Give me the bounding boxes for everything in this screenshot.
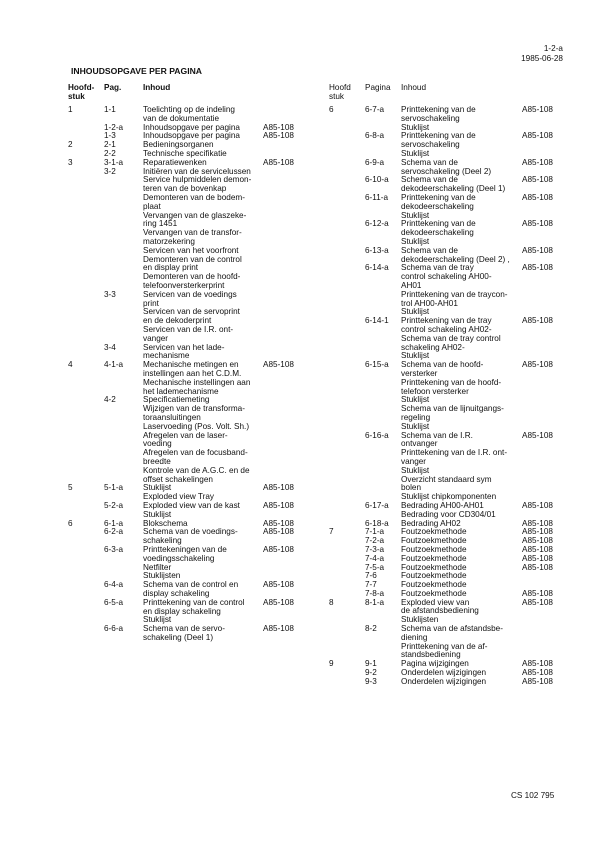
page-number: 7-6 <box>365 571 377 581</box>
chapter-number: 7 <box>329 527 334 537</box>
toc-row <box>68 361 298 396</box>
entry-text: Onderdelen wijzigingen <box>401 668 487 678</box>
entry-text: Inhoudsopgave per pagina <box>143 122 240 132</box>
entry-text: Printtekening van de servoschakeling Stuklijst <box>401 105 476 132</box>
entry-text: Bedrading AH02 <box>401 518 461 528</box>
entry-text: Inhoudsopgave per pagina <box>143 131 240 141</box>
entry-text: Printtekening van de dekodeerschakeling Stuklijst <box>401 219 476 246</box>
revision-code: A85-108 <box>522 668 553 678</box>
page-number: 6-18-a <box>365 518 389 528</box>
page-number: 6-14-1 <box>365 316 389 326</box>
toc-row <box>68 546 298 581</box>
toc-row <box>68 344 298 362</box>
page-reference: 1-2-a <box>543 44 563 53</box>
entry-text: Schema van de I.R. ontvanger Printtekening van de I.R. ont- vanger Stuklijst Overzicht standaard sym bolen Stuklijst chipkomponenten <box>401 430 508 502</box>
page-number: 7-4-a <box>365 553 385 563</box>
page-number: 3-1-a <box>104 157 124 167</box>
toc-row <box>329 159 569 177</box>
chapter-number: 1 <box>68 105 73 114</box>
entry-text: Exploded view van de afstandsbediening Stuklijsten <box>401 597 479 625</box>
entry-text: Onderdelen wijzigingen <box>401 676 487 686</box>
revision-code: A85-108 <box>522 157 553 167</box>
revision-code: A85-108 <box>522 219 553 229</box>
entry-text: Reparatiewenken <box>143 157 207 167</box>
toc-right-column <box>329 84 569 687</box>
entry-text: Printtekening van de control en display schakeling Stuklijst <box>143 597 245 625</box>
entry-text: Foutzoekmethode <box>401 544 467 554</box>
revision-code: A85-108 <box>263 131 294 141</box>
page-number: 3-2 <box>104 166 116 176</box>
toc-row <box>68 396 298 484</box>
page-number: 6-15-a <box>365 360 389 370</box>
entry-text: Servicen van het lade- mechanisme <box>143 342 225 361</box>
page-number: 6-9-a <box>365 157 385 167</box>
chapter-number: 6 <box>68 518 73 528</box>
revision-code: A85-108 <box>522 245 553 255</box>
entry-text: Technische specifikatie <box>143 148 227 158</box>
entry-text: Foutzoekmethode <box>401 527 467 537</box>
revision-code: A85-108 <box>263 597 294 607</box>
toc-header-row <box>68 84 298 102</box>
entry-text: Foutzoekmethode <box>401 580 467 590</box>
page-number: 3-3 <box>104 289 116 299</box>
page-number: 7-5-a <box>365 562 385 572</box>
page-header: Pag. <box>104 83 122 92</box>
toc-row <box>329 264 569 317</box>
page-number: 6-12-a <box>365 219 389 229</box>
page-number: 5-1-a <box>104 483 124 493</box>
entry-text: Printtekeningen van de voedingsschakeling Netfilter Stuklijsten <box>143 544 227 581</box>
entry-text: Schema van de dekodeerschakeling (Deel 2) , <box>401 245 510 264</box>
page-number: 6-4-a <box>104 580 124 590</box>
page-number: 6-6-a <box>104 624 124 634</box>
revision-code: A85-108 <box>263 527 294 537</box>
revision-code: A85-108 <box>522 527 553 537</box>
entry-text: Servicen van de voedings print Servicen van de servoprint en de dekoderprint Servicen van de I.R. ont- vanger <box>143 289 240 343</box>
entry-text: Pagina wijzigingen <box>401 659 469 669</box>
revision-code: A85-108 <box>263 122 294 132</box>
revision-code: A85-108 <box>522 192 553 202</box>
entry-text: Printtekening van de servoschakeling Stuklijst <box>401 131 476 158</box>
entry-text: Toelichting op de indeling van de dokumentatie <box>143 105 235 123</box>
page-number: 8-2 <box>365 624 377 634</box>
page-number: 7-2-a <box>365 536 385 546</box>
toc-row <box>329 599 569 625</box>
chapter-number: 5 <box>68 483 73 493</box>
page-number: 6-3-a <box>104 544 124 554</box>
entry-text: Foutzoekmethode <box>401 562 467 572</box>
entry-text: Exploded view van de kast Stuklijst <box>143 500 240 519</box>
page-number: 7-3-a <box>365 544 385 554</box>
entry-text: Schema van de afstandsbe- diening Printtekening van de af- standsbediening <box>401 624 503 660</box>
page-number: 6-11-a <box>365 192 389 202</box>
page-number: 2-2 <box>104 148 116 158</box>
revision-code: A85-108 <box>522 659 553 669</box>
entry-text: Printtekening van de dekodeerschakeling Stuklijst <box>401 192 476 220</box>
toc-row <box>68 625 298 643</box>
page-title: INHOUDSOPGAVE PER PAGINA <box>71 66 202 76</box>
toc-left-column <box>68 84 298 643</box>
entry-text: Foutzoekmethode <box>401 571 467 581</box>
page-number: 8-1-a <box>365 597 385 607</box>
toc-rows <box>68 106 298 643</box>
page-number: 6-7-a <box>365 105 385 114</box>
toc-row <box>68 484 298 502</box>
revision-code: A85-108 <box>263 580 294 590</box>
revision-code: A85-108 <box>522 316 553 326</box>
revision-code: A85-108 <box>522 175 553 185</box>
toc-row <box>329 132 569 158</box>
page-number: 3-4 <box>104 342 116 352</box>
entry-text: Schema van de servoschakeling (Deel 2) <box>401 157 492 176</box>
entry-text: Printtekening van de tray control schakeling AH02- Schema van de tray control schakeling AH02- Stuklijst <box>401 316 501 361</box>
page-number: 6-14-a <box>365 263 389 273</box>
revision-code: A85-108 <box>522 597 553 607</box>
entry-text: Schema van de voedings- schakeling <box>143 527 238 546</box>
revision-code: A85-108 <box>522 430 553 440</box>
entry-text: Schema van de dekodeerschakeling (Deel 1) <box>401 175 506 194</box>
content-header: Inhoud <box>401 83 427 92</box>
revision-code: A85-108 <box>522 131 553 141</box>
revision-code: A85-108 <box>522 360 553 370</box>
revision-code: A85-108 <box>522 500 553 510</box>
chapter-number: 3 <box>68 157 73 167</box>
page-number: 4-2 <box>104 395 116 405</box>
entry-text: Stuklijst Exploded view Tray <box>143 483 214 502</box>
page-number: 6-10-a <box>365 175 389 185</box>
revision-code: A85-108 <box>522 562 553 572</box>
document-date: 1985-06-28 <box>521 54 563 63</box>
toc-row <box>329 106 569 132</box>
toc-row <box>68 106 298 124</box>
toc-row <box>329 176 569 194</box>
page-number: 6-5-a <box>104 597 124 607</box>
toc-row <box>329 502 569 520</box>
toc-row <box>329 678 569 687</box>
entry-text: Schema van de tray control schakeling AH00- AH01 Printtekening van de traycon- trol AH00-AH01 Stuklijst <box>401 263 508 317</box>
entry-text: Foutzoekmethode <box>401 553 467 563</box>
page-number: 9-2 <box>365 668 377 678</box>
revision-code: A85-108 <box>522 588 553 598</box>
page-number: 6-2-a <box>104 527 124 537</box>
toc-row <box>68 502 298 520</box>
page-number: 2-1 <box>104 140 116 150</box>
entry-text: Mechanische metingen en instellingen aan het C.D.M. Mechanische instellingen aan het lademechanisme <box>143 360 251 396</box>
toc-rows <box>329 106 569 687</box>
revision-code: A85-108 <box>522 518 553 528</box>
page-number: 7-8-a <box>365 588 385 598</box>
chapter-header: Hoofd- stuk <box>68 83 95 101</box>
toc-row <box>68 599 298 625</box>
page-header: Pagina <box>365 83 391 92</box>
revision-code: A85-108 <box>522 544 553 554</box>
toc-row <box>329 432 569 502</box>
entry-text: Schema van de control en display schakeling <box>143 580 239 598</box>
toc-row <box>68 581 298 599</box>
toc-row <box>68 528 298 546</box>
page-number: 9-1 <box>365 659 377 669</box>
toc-row <box>329 625 569 660</box>
chapter-number: 2 <box>68 140 73 150</box>
entry-text: Foutzoekmethode <box>401 588 467 598</box>
page-number: 6-13-a <box>365 245 389 255</box>
revision-code: A85-108 <box>263 483 294 493</box>
chapter-number: 8 <box>329 597 334 607</box>
revision-code: A85-108 <box>522 263 553 273</box>
page-number: 1-3 <box>104 131 116 141</box>
entry-text: Schema van de hoofd- versterker Printtekening van de hoofd- telefoon versterker Stuklijst Schema van de lijnuitgangs- regeling Stuklijst <box>401 360 504 431</box>
page-number: 7-1-a <box>365 527 385 537</box>
page-number: 9-3 <box>365 676 377 686</box>
revision-code: A85-108 <box>263 518 294 528</box>
entry-text: Blokschema <box>143 518 188 528</box>
entry-text: Schema van de servo- schakeling (Deel 1) <box>143 624 225 642</box>
chapter-number: 6 <box>329 105 334 114</box>
page-number: 6-8-a <box>365 131 385 141</box>
toc-row <box>329 194 569 220</box>
revision-code: A85-108 <box>522 676 553 686</box>
toc-row <box>329 247 569 265</box>
page-number: 6-1-a <box>104 518 124 528</box>
entry-text: Foutzoekmethode <box>401 536 467 546</box>
revision-code: A85-108 <box>263 500 294 510</box>
entry-text: Specificatiemeting Wijzigen van de transforma- toraansluitingen Laservoeding (Pos. Volt. Sh.) Afregelen van de laser- voeding Afregelen van de focusband- breedte Kontrole van de A.G.C. en de offset schakelingen <box>143 395 250 484</box>
chapter-number: 4 <box>68 360 73 370</box>
entry-text: Bedieningsorganen <box>143 140 214 150</box>
page-number: 1-1 <box>104 105 116 114</box>
page-number: 6-16-a <box>365 430 389 440</box>
toc-row <box>68 291 298 344</box>
revision-code: A85-108 <box>522 105 553 114</box>
toc-row <box>68 168 298 291</box>
page-number: 4-1-a <box>104 360 124 370</box>
entry-text: Bedrading AH00-AH01 Bedrading voor CD304/01 <box>401 500 496 519</box>
document-code: CS 102 795 <box>511 791 555 800</box>
revision-code: A85-108 <box>522 536 553 546</box>
revision-code: A85-108 <box>263 624 294 634</box>
entry-text: Initiëren van de servicelussen Service hulpmiddelen demon- teren van de bovenkap Demonteren van de bodem- plaat Vervangen van de glaszeke- ring 1451 Vervangen van de transfor- matorzekering Servicen van het voorfront Demonteren van de control en display print Demonteren van de hoofd- telefoonversterkerprint <box>143 166 252 290</box>
page-number: 1-2-a <box>104 122 124 132</box>
page-number: 5-2-a <box>104 500 124 510</box>
revision-code: A85-108 <box>263 360 294 370</box>
revision-code: A85-108 <box>263 157 294 167</box>
chapter-header: Hoofd stuk <box>329 83 351 101</box>
toc-row <box>329 361 569 431</box>
toc-row <box>329 220 569 246</box>
content-header: Inhoud <box>143 83 171 92</box>
chapter-number: 9 <box>329 659 334 669</box>
revision-code: A85-108 <box>263 544 294 554</box>
toc-row <box>329 317 569 361</box>
page-number: 7-7 <box>365 580 377 590</box>
revision-code: A85-108 <box>522 553 553 563</box>
toc-header-row <box>329 84 569 102</box>
page-number: 6-17-a <box>365 500 389 510</box>
